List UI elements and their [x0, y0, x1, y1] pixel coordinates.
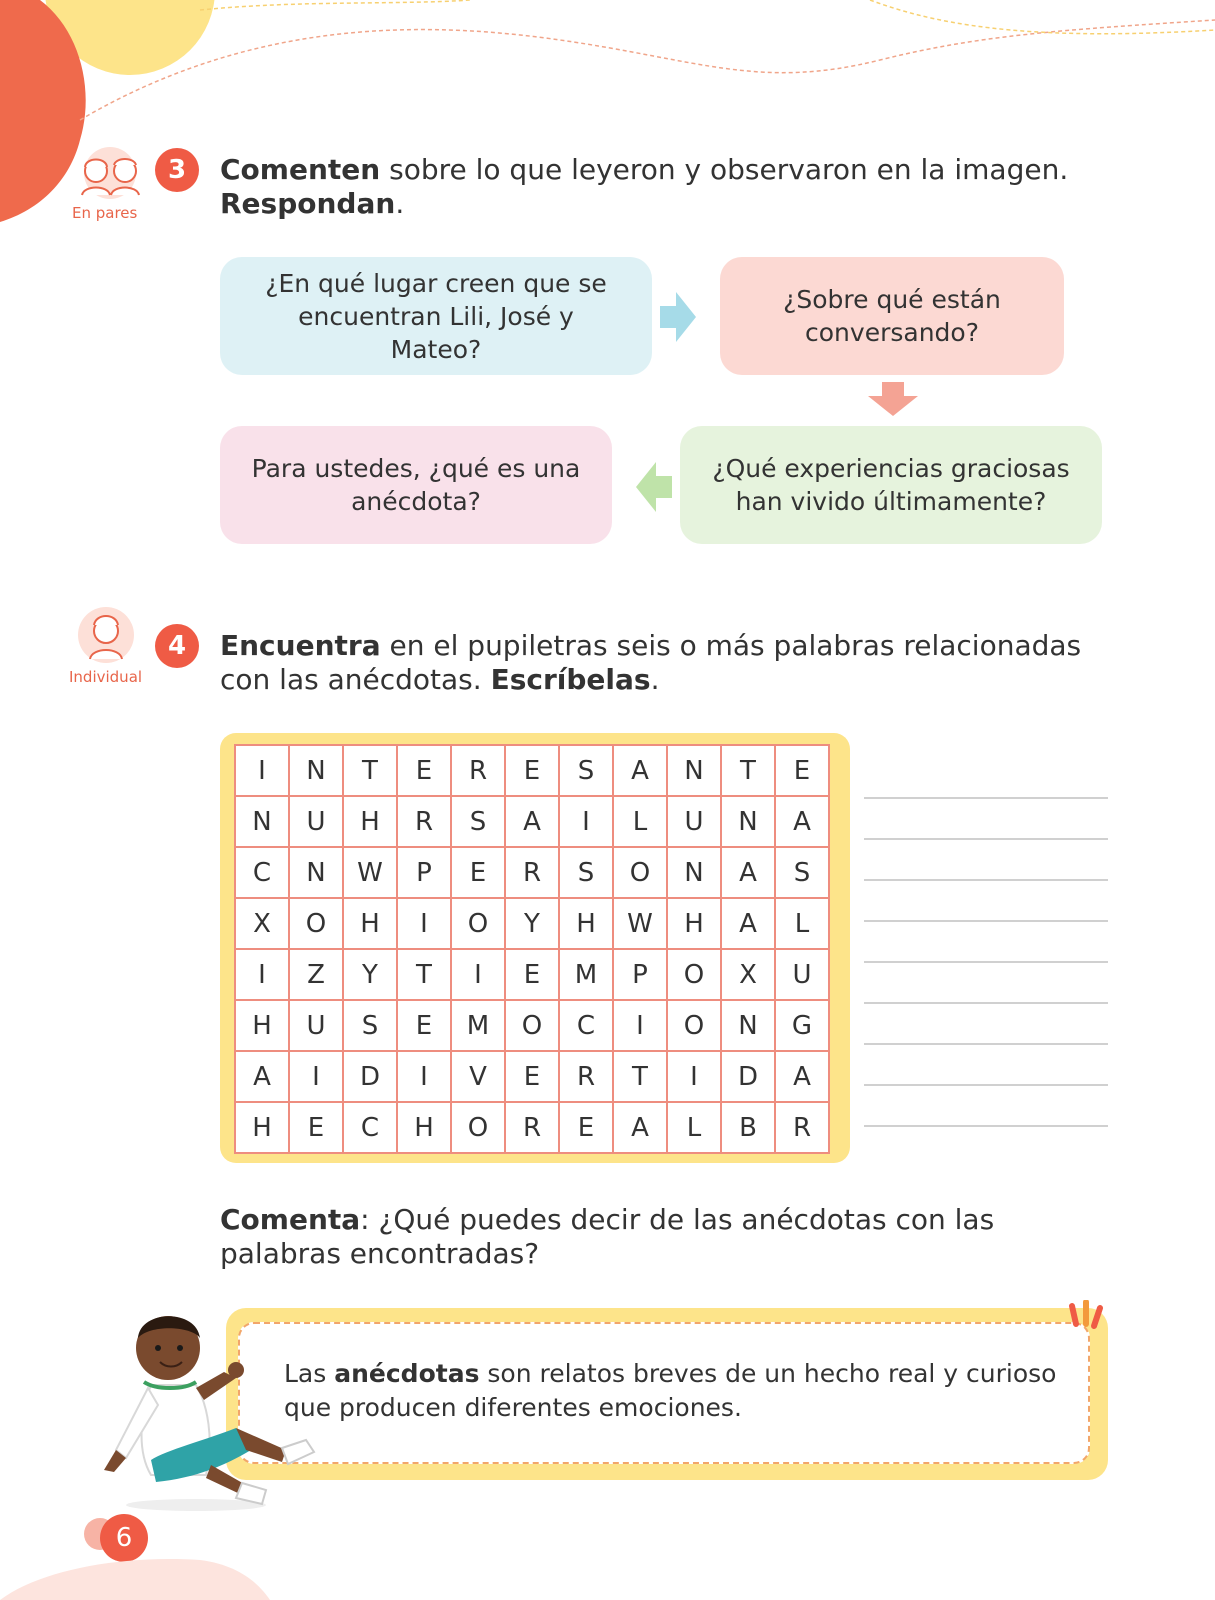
grid-cell[interactable]: M — [451, 1000, 505, 1051]
grid-cell[interactable]: L — [775, 898, 829, 949]
question-box-definition: Para ustedes, ¿qué es una anécdota? — [220, 426, 612, 544]
grid-row — [235, 898, 829, 949]
grid-cell[interactable]: U — [667, 796, 721, 847]
grid-cell[interactable]: Y — [505, 898, 559, 949]
sparkle-decoration-icon — [1062, 1300, 1108, 1360]
grid-cell[interactable]: R — [451, 745, 505, 796]
answer-line[interactable] — [864, 1002, 1108, 1004]
grid-cell[interactable]: D — [343, 1051, 397, 1102]
grid-cell[interactable]: N — [289, 847, 343, 898]
grid-cell[interactable]: A — [613, 1102, 667, 1153]
grid-cell[interactable]: H — [235, 1102, 289, 1153]
grid-cell[interactable]: C — [343, 1102, 397, 1153]
grid-cell[interactable]: I — [559, 796, 613, 847]
grid-cell[interactable]: E — [775, 745, 829, 796]
grid-cell[interactable]: S — [559, 745, 613, 796]
grid-cell[interactable]: B — [721, 1102, 775, 1153]
grid-cell[interactable]: C — [235, 847, 289, 898]
answer-line[interactable] — [864, 1125, 1108, 1127]
grid-cell[interactable]: O — [667, 1000, 721, 1051]
grid-cell[interactable]: O — [451, 1102, 505, 1153]
comment-text: : ¿Qué puedes decir de las anécdotas con las palabras encontradas? — [220, 1203, 995, 1270]
grid-cell[interactable]: A — [775, 1051, 829, 1102]
grid-cell[interactable]: S — [775, 847, 829, 898]
arrow-left-icon — [634, 460, 674, 514]
grid-cell[interactable]: V — [451, 1051, 505, 1102]
grid-cell[interactable]: C — [559, 1000, 613, 1051]
grid-cell[interactable]: I — [397, 1051, 451, 1102]
grid-cell[interactable]: E — [505, 745, 559, 796]
grid-cell[interactable]: I — [235, 949, 289, 1000]
grid-cell[interactable]: U — [775, 949, 829, 1000]
grid-cell[interactable]: I — [451, 949, 505, 1000]
grid-cell[interactable]: T — [397, 949, 451, 1000]
instruction-text: sobre lo que leyeron y observaron en la imagen. — [380, 153, 1069, 186]
activity-3-instruction — [220, 153, 1120, 221]
instruction-end: . — [395, 187, 405, 220]
grid-cell[interactable]: R — [505, 1102, 559, 1153]
grid-cell[interactable]: L — [613, 796, 667, 847]
grid-cell[interactable]: E — [397, 745, 451, 796]
grid-cell[interactable]: N — [721, 796, 775, 847]
word-search-grid — [234, 744, 830, 1154]
grid-cell[interactable]: E — [289, 1102, 343, 1153]
instruction-text: en el pupiletras seis o más palabras relacionadas con las anécdotas. — [220, 629, 1082, 696]
activity-4-instruction — [220, 629, 1120, 697]
answer-line[interactable] — [864, 1043, 1108, 1045]
grid-cell[interactable]: U — [289, 1000, 343, 1051]
grid-cell[interactable]: M — [559, 949, 613, 1000]
answer-line[interactable] — [864, 838, 1108, 840]
answer-line[interactable] — [864, 797, 1108, 799]
grid-cell[interactable]: R — [559, 1051, 613, 1102]
arrow-down-icon — [866, 380, 920, 418]
grid-cell[interactable]: A — [775, 796, 829, 847]
grid-row — [235, 1000, 829, 1051]
grid-cell[interactable]: W — [613, 898, 667, 949]
grid-cell[interactable]: A — [721, 898, 775, 949]
grid-cell[interactable]: H — [235, 1000, 289, 1051]
grid-row — [235, 796, 829, 847]
grid-row — [235, 1102, 829, 1153]
grid-cell[interactable]: O — [667, 949, 721, 1000]
grid-cell[interactable]: N — [721, 1000, 775, 1051]
activity-number-4: 4 — [155, 624, 199, 668]
grid-cell[interactable]: G — [775, 1000, 829, 1051]
instruction-verb-2: Respondan — [220, 187, 396, 220]
grid-cell[interactable]: N — [667, 745, 721, 796]
grid-cell[interactable]: L — [667, 1102, 721, 1153]
mode-label-pairs: En pares — [72, 204, 138, 222]
grid-cell[interactable]: T — [721, 745, 775, 796]
question-box-place: ¿En qué lugar creen que se encuentran Lili, José y Mateo? — [220, 257, 652, 375]
instruction-verb: Encuentra — [220, 629, 381, 662]
grid-cell[interactable]: E — [559, 1102, 613, 1153]
grid-cell[interactable]: E — [451, 847, 505, 898]
grid-cell[interactable]: I — [397, 898, 451, 949]
grid-row — [235, 745, 829, 796]
individual-student-icon — [72, 605, 152, 665]
grid-cell[interactable]: O — [505, 1000, 559, 1051]
question-box-experiences: ¿Qué experiencias graciosas han vivido últimamente? — [680, 426, 1102, 544]
comment-prompt — [220, 1203, 1120, 1271]
page-number: 6 — [100, 1514, 148, 1562]
grid-cell[interactable]: X — [235, 898, 289, 949]
grid-cell[interactable]: D — [721, 1051, 775, 1102]
activity-number-3: 3 — [155, 148, 199, 192]
grid-cell[interactable]: O — [451, 898, 505, 949]
grid-cell[interactable]: I — [667, 1051, 721, 1102]
answer-line[interactable] — [864, 920, 1108, 922]
grid-cell[interactable]: Z — [289, 949, 343, 1000]
pair-students-icon — [70, 145, 150, 205]
grid-cell[interactable]: I — [613, 1000, 667, 1051]
grid-cell[interactable]: R — [397, 796, 451, 847]
grid-row — [235, 1051, 829, 1102]
bottom-decoration — [0, 1540, 1215, 1600]
grid-cell[interactable]: O — [289, 898, 343, 949]
grid-cell[interactable]: W — [343, 847, 397, 898]
grid-cell[interactable]: T — [343, 745, 397, 796]
grid-row — [235, 847, 829, 898]
instruction-verb: Comenten — [220, 153, 381, 186]
grid-cell[interactable]: E — [397, 1000, 451, 1051]
grid-cell[interactable]: H — [559, 898, 613, 949]
definition-post: son relatos breves de un hecho real y curioso que producen diferentes emociones. — [284, 1359, 1057, 1422]
grid-cell[interactable]: N — [235, 796, 289, 847]
grid-row — [235, 949, 829, 1000]
grid-cell[interactable]: Y — [343, 949, 397, 1000]
grid-cell[interactable]: N — [289, 745, 343, 796]
arrow-right-icon — [658, 290, 698, 344]
grid-cell[interactable]: X — [721, 949, 775, 1000]
answer-line[interactable] — [864, 1084, 1108, 1086]
grid-cell[interactable]: O — [613, 847, 667, 898]
mode-label-individual: Individual — [69, 668, 143, 686]
definition-pre: Las — [284, 1359, 335, 1388]
grid-cell[interactable]: A — [235, 1051, 289, 1102]
grid-cell[interactable]: R — [505, 847, 559, 898]
grid-cell[interactable]: I — [289, 1051, 343, 1102]
grid-cell[interactable]: P — [397, 847, 451, 898]
grid-cell[interactable]: U — [289, 796, 343, 847]
grid-cell[interactable]: A — [721, 847, 775, 898]
comment-verb: Comenta — [220, 1203, 361, 1236]
grid-cell[interactable]: E — [505, 1051, 559, 1102]
instruction-end: . — [650, 663, 660, 696]
grid-cell[interactable]: T — [613, 1051, 667, 1102]
child-illustration — [96, 1300, 326, 1515]
answer-line[interactable] — [864, 961, 1108, 963]
grid-cell[interactable]: I — [235, 745, 289, 796]
grid-cell[interactable]: S — [451, 796, 505, 847]
grid-cell[interactable]: A — [505, 796, 559, 847]
grid-cell[interactable]: H — [397, 1102, 451, 1153]
grid-cell[interactable]: S — [559, 847, 613, 898]
definition-text — [284, 1357, 1074, 1425]
grid-cell[interactable]: S — [343, 1000, 397, 1051]
grid-cell[interactable]: P — [613, 949, 667, 1000]
grid-cell[interactable]: H — [667, 898, 721, 949]
answer-line[interactable] — [864, 879, 1108, 881]
grid-cell[interactable]: N — [667, 847, 721, 898]
grid-cell[interactable]: A — [613, 745, 667, 796]
grid-cell[interactable]: H — [343, 898, 397, 949]
instruction-verb-2: Escríbelas — [490, 663, 651, 696]
question-box-topic: ¿Sobre qué están conversando? — [720, 257, 1064, 375]
grid-cell[interactable]: H — [343, 796, 397, 847]
definition-keyword: anécdotas — [334, 1359, 480, 1388]
grid-cell[interactable]: R — [775, 1102, 829, 1153]
grid-cell[interactable]: E — [505, 949, 559, 1000]
